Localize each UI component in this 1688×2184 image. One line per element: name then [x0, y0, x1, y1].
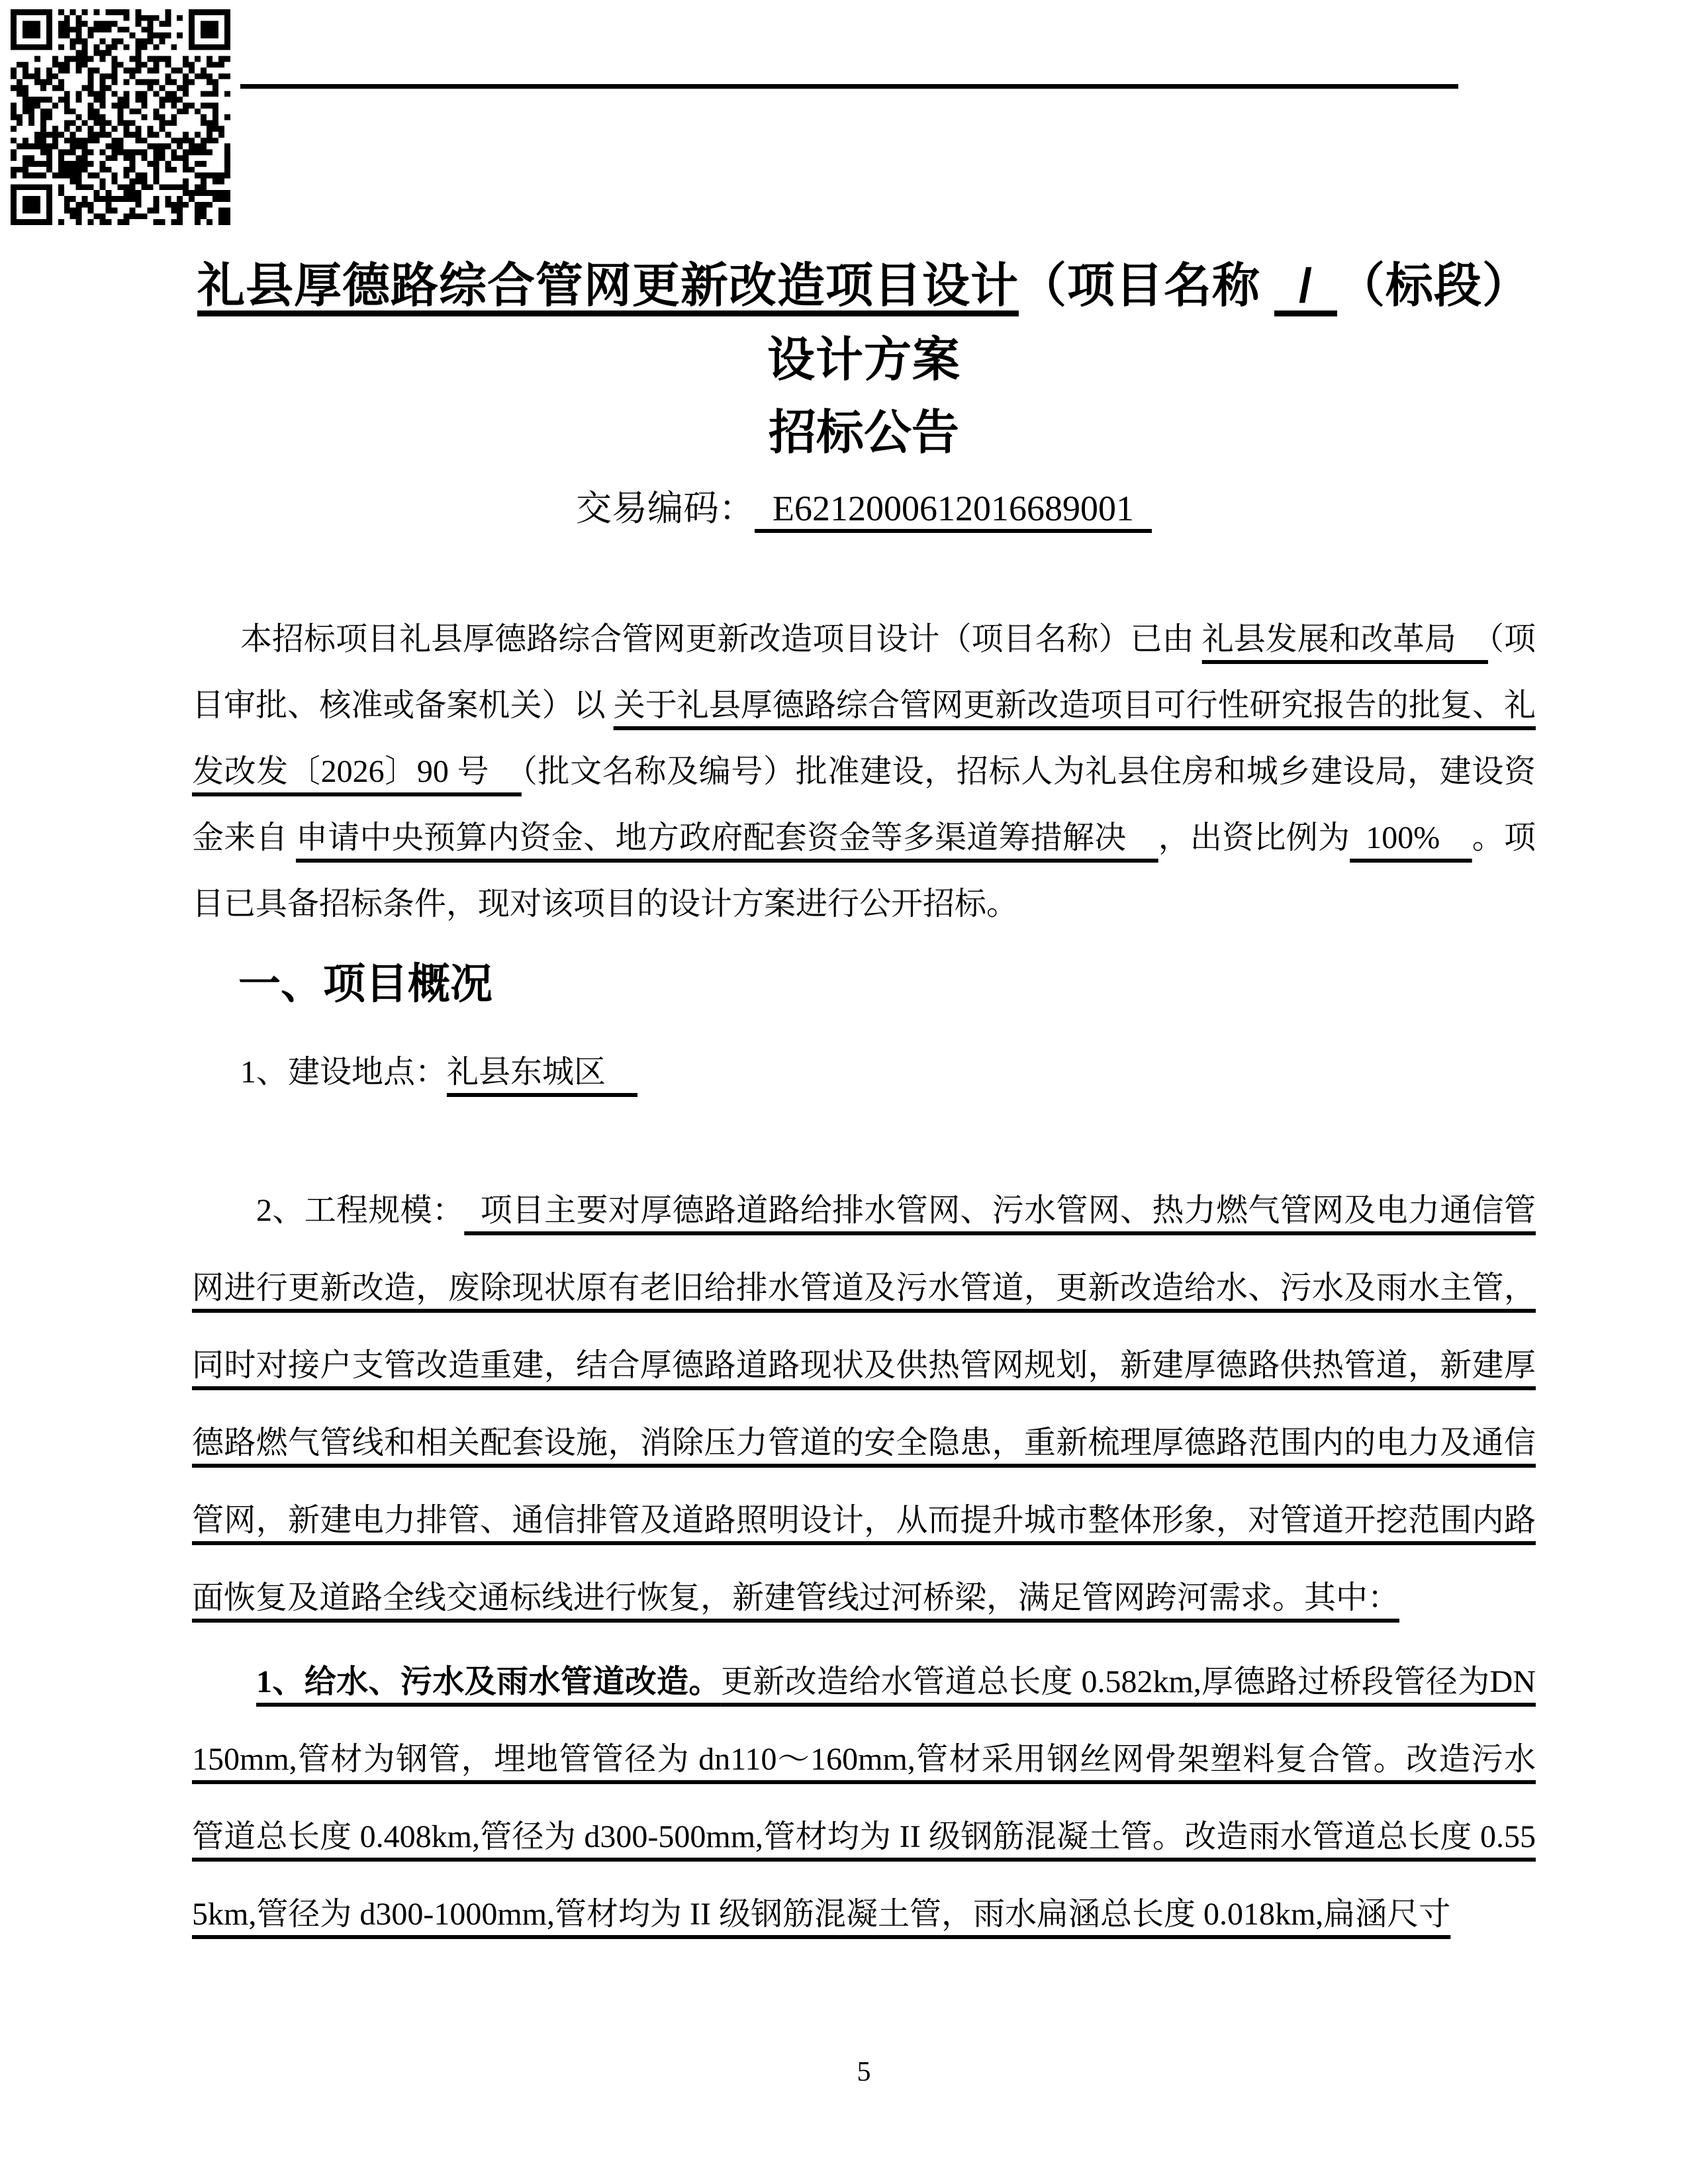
construction-site-line [240, 1045, 1536, 1100]
text-segment: 1、建设地点： [240, 1055, 447, 1090]
text-segment: 礼县发展和改革局 [1201, 622, 1488, 657]
text-segment: 交易编码： [576, 489, 755, 528]
section-heading-project-overview: 一、项目概况 [238, 961, 492, 1008]
text-segment: / [1274, 260, 1338, 312]
text-segment: 。项目已具备招标条件，现对该项目的设计方案进行公开招标。 [192, 820, 1536, 922]
text-segment: 100% [1350, 820, 1472, 855]
page-number: 5 [857, 2057, 871, 2087]
text-segment: 本招标项目礼县厚德路综合管网更新改造项目设计（项目名称）已由 [240, 622, 1202, 657]
water-pipeline-paragraph [192, 1643, 1536, 1953]
text-segment: 更新改造给水管道总长度 0.582km,厚德路过桥段管径为DN150mm,管材为钢管，埋地管管径为 dn110～160mm,管材采用钢丝网骨架塑料复合管。改造污水管道总长度 0.408km,管径为 d300-500mm,管材均为 II 级钢筋混凝土管。改造雨水管道总长度 0.555km,管径为 d300-1000mm,管材均为 II 级钢筋混凝土管，雨水扁涵总长度 0.018km,扁涵尺寸 [192, 1664, 1536, 1932]
text-segment: ，出资比例为 [1158, 820, 1350, 855]
text-segment: 1、给水、污水及雨水管道改造。 [256, 1664, 721, 1699]
title-line-1 [192, 249, 1536, 323]
notice-title: 招标公告 [768, 406, 959, 459]
header-rule [240, 84, 1458, 89]
title-line-2: 设计方案 [767, 334, 961, 387]
project-scale-paragraph [192, 1172, 1536, 1637]
text-segment: 2、工程规模： [256, 1193, 465, 1228]
text-segment: 申请中央预算内资金、地方政府配套资金等多渠道筹措解决 [296, 820, 1158, 855]
text-segment: E6212000612016689001 [755, 489, 1152, 528]
text-segment: 项目主要对厚德路道路给排水管网、污水管网、热力燃气管网及电力通信管网进行更新改造，废除现状原有老旧给排水管道及污水管道，更新改造给水、污水及雨水主管，同时对接户支管改造重建，结合厚德路道路现状及供热管网规划，新建厚德路供热管道，新建厚德路燃气管线和相关配套设施，消除压力管道的安全隐患，重新梳理厚德路范围内的电力及通信管网，新建电力排管、通信排管及道路照明设计，从而提升城市整体形象，对管道开挖范围内路面恢复及道路全线交通标线进行恢复，新建管线过河桥梁，满足管网跨河需求。其中： [192, 1193, 1536, 1615]
text-segment: （项目名称 [1018, 260, 1274, 312]
intro-paragraph [192, 606, 1536, 937]
qr-code-image [11, 9, 230, 225]
text-segment: 礼县东城区 [447, 1055, 638, 1090]
text-segment: （项目审批、核准或备案机关）以 [192, 622, 1536, 723]
text-segment: （批文名称及编号）批准建设，招标人为礼县住房和城乡建设局，建设资金来自 [192, 754, 1536, 855]
document-title [192, 249, 1536, 397]
text-segment: 关于礼县厚德路综合管网更新改造项目可行性研究报告的批复、礼发改发〔2026〕90 号 [192, 688, 1536, 789]
text-segment: （标段） [1337, 260, 1531, 312]
trade-code-line [192, 481, 1536, 536]
text-segment: 礼县厚德路综合管网更新改造项目设计 [197, 260, 1019, 312]
